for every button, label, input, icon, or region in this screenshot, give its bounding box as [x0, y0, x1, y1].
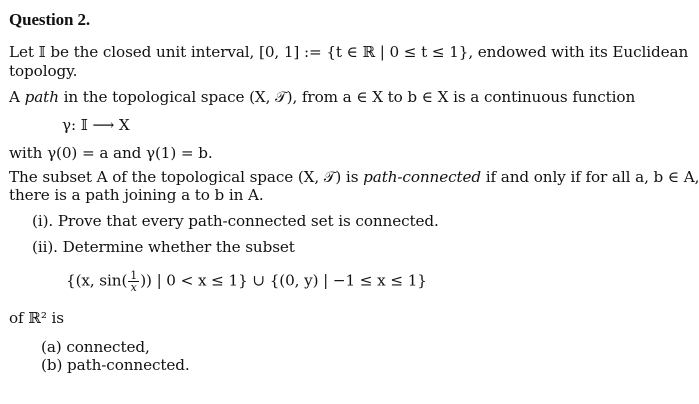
path-definition-end: in the topological space (X, 𝒯), from a ∈ X to b ∈ X is a continuous function — [58, 88, 636, 106]
of-r2-line: of ℝ² is — [9, 309, 64, 327]
option-b: (b) path-connected. — [41, 356, 190, 374]
gamma-endpoints: with γ(0) = a and γ(1) = b. — [9, 144, 213, 162]
path-connected-end: if and only if for all a, b ∈ A, — [481, 168, 699, 186]
fraction-numerator: 1 — [130, 269, 138, 282]
one-over-x-fraction — [128, 270, 139, 293]
item-ii: (ii). Determine whether the subset — [32, 238, 295, 256]
subset-formula-start: {(x, sin( — [66, 271, 128, 290]
fraction-denominator: x — [130, 281, 137, 294]
path-connected-start: The subset A of the topological space (X, 𝒯) is — [9, 168, 364, 186]
subset-formula — [66, 270, 427, 293]
intro-line-2: topology. — [9, 62, 78, 80]
option-a: (a) connected, — [41, 338, 150, 356]
path-connected-definition — [9, 168, 699, 186]
path-connected-line-2: there is a path joining a to b in A. — [9, 186, 264, 204]
path-definition — [9, 88, 635, 106]
question-heading: Question 2. — [9, 10, 91, 29]
path-definition-start: A — [9, 88, 25, 106]
intro-line-1: Let 𝕀 be the closed unit interval, [0, 1] := {t ∈ ℝ | 0 ≤ t ≤ 1}, endowed with its Euclidean — [9, 43, 689, 61]
subset-formula-end: )) | 0 < x ≤ 1} ∪ {(0, y) | −1 ≤ x ≤ 1} — [140, 271, 427, 290]
item-i: (i). Prove that every path-connected set is connected. — [32, 212, 439, 230]
path-term: path — [24, 88, 59, 106]
path-connected-term: path-connected — [363, 168, 482, 186]
gamma-map-formula: γ: 𝕀 ⟶ X — [62, 116, 130, 134]
